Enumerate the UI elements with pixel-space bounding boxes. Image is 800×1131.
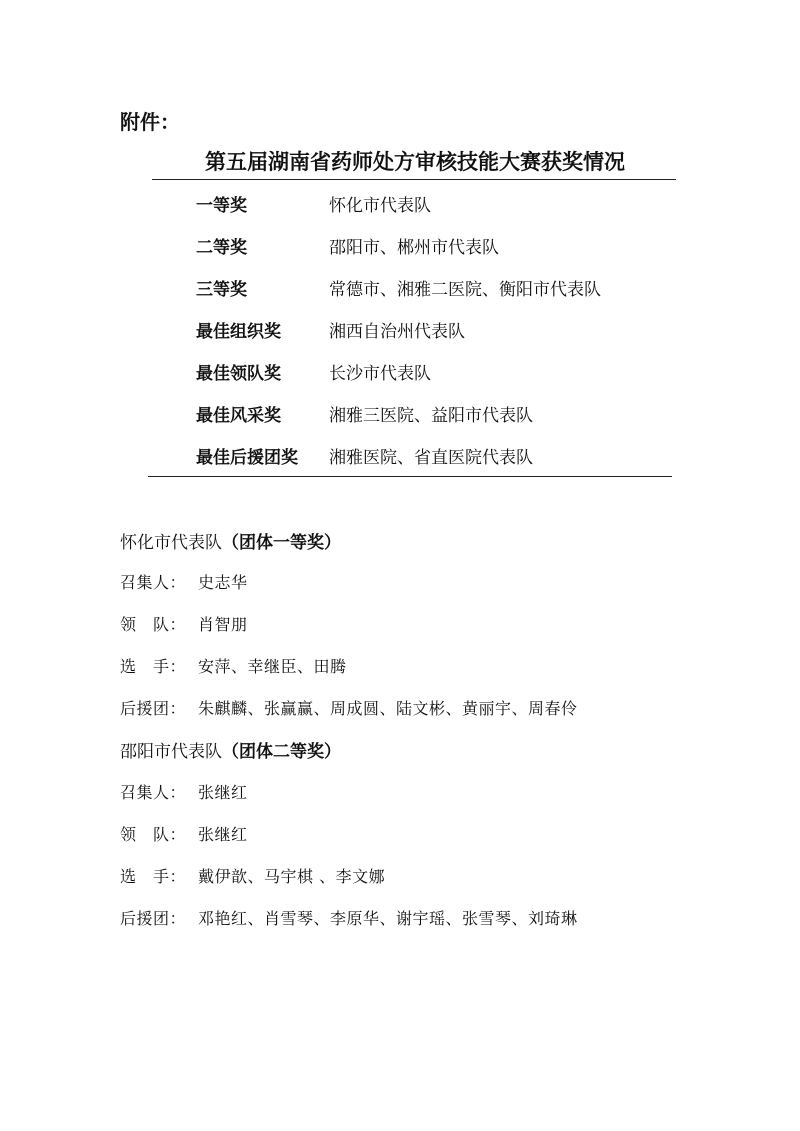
table-bottom-rule [148,476,672,477]
team-heading [120,528,341,553]
award-name: 三等奖 [196,280,247,300]
team-award: （团体二等奖） [222,742,341,762]
award-name: 最佳后援团奖 [196,448,298,468]
member-value: 史志华 [198,573,248,592]
award-name: 最佳风采奖 [196,406,281,426]
award-name: 一等奖 [196,196,247,216]
award-winner: 常德市、湘雅二医院、衡阳市代表队 [329,280,601,300]
member-label: 领 队： [120,615,187,634]
member-label: 选 手： [120,867,187,886]
member-value: 张继红 [198,825,248,844]
players-line [120,654,347,677]
team-award: （团体一等奖） [222,533,341,553]
team-heading [120,737,341,762]
award-winner: 湘雅三医院、益阳市代表队 [329,406,533,426]
support-line [120,906,578,929]
attachment-label: 附件： [120,110,180,134]
leader-line [120,822,248,845]
team-name: 怀化市代表队 [120,533,222,553]
award-winner: 湘雅医院、省直医院代表队 [329,448,533,468]
member-label: 召集人： [120,783,187,802]
award-winner: 湘西自治州代表队 [329,322,465,342]
member-label: 选 手： [120,657,187,676]
member-value: 邓艳红、肖雪琴、李原华、谢宇瑶、张雪琴、刘琦琳 [198,909,578,928]
award-name: 二等奖 [196,238,247,258]
member-value: 安萍、幸继臣、田腾 [198,657,347,676]
players-line [120,864,385,887]
member-label: 召集人： [120,573,187,592]
award-winner: 怀化市代表队 [329,196,431,216]
team-name: 邵阳市代表队 [120,742,222,762]
support-line [120,696,578,719]
member-value: 肖智朋 [198,615,248,634]
member-value: 朱麒麟、张赢赢、周成圆、陆文彬、黄丽宇、周春伶 [198,699,578,718]
member-label: 后援团： [120,699,187,718]
member-label: 后援团： [120,909,187,928]
member-label: 领 队： [120,825,187,844]
award-winner: 长沙市代表队 [329,364,431,384]
table-top-rule [152,179,676,180]
convener-line [120,570,248,593]
leader-line [120,612,248,635]
award-name: 最佳领队奖 [196,364,281,384]
document-title: 第五届湖南省药师处方审核技能大赛获奖情况 [205,150,625,174]
award-name: 最佳组织奖 [196,322,281,342]
member-value: 戴伊歆、马宇棋 、李文娜 [198,867,386,886]
convener-line [120,780,248,803]
member-value: 张继红 [198,783,248,802]
award-winner: 邵阳市、郴州市代表队 [329,238,499,258]
